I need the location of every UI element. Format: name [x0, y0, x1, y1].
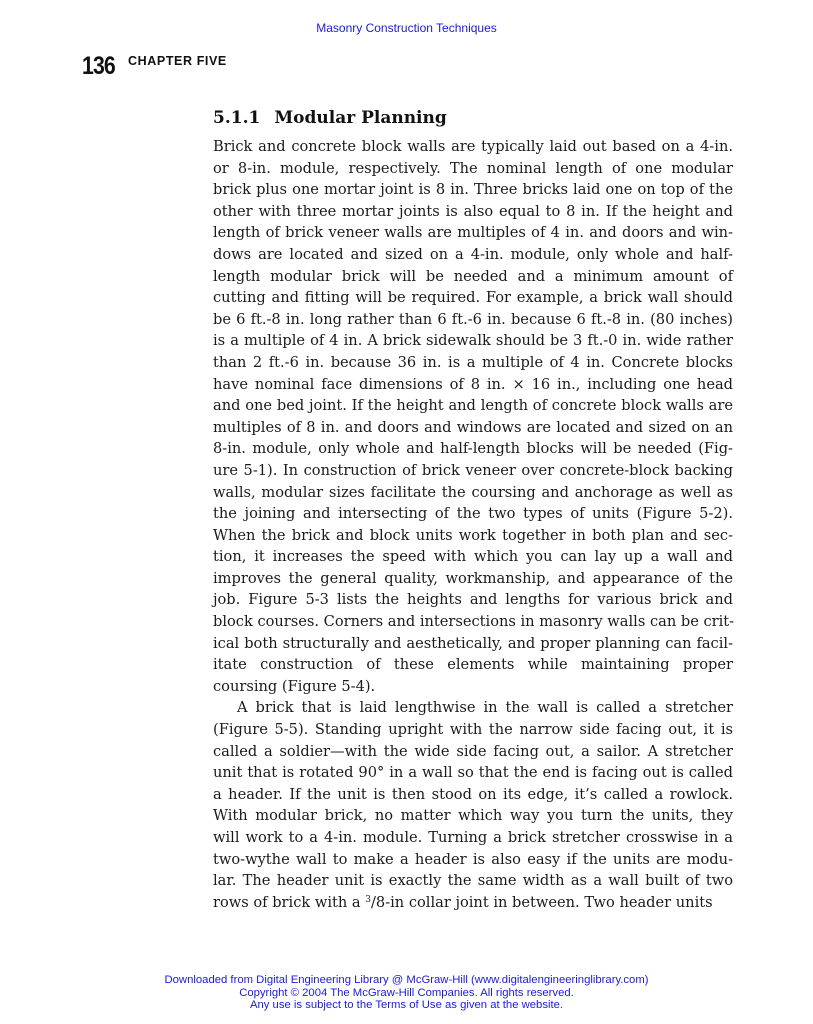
text-line: job. Figure 5-3 lists the heights and lengths for various brick and — [213, 591, 733, 609]
section-number: 5.1.1 — [213, 108, 261, 128]
text-line: than 2 ft.-6 in. because 36 in. is a multiple of 4 in. Concrete blocks — [213, 353, 733, 371]
text-line: two-wythe wall to make a header is also easy if the units are modu- — [213, 850, 733, 868]
chapter-title: CHAPTER FIVE — [128, 54, 227, 68]
text-line: and one bed joint. If the height and length of concrete block walls are — [213, 397, 733, 415]
text-line: 8-in. module, only whole and half-length blocks will be needed (Fig- — [213, 440, 733, 458]
text-line: A brick that is laid lengthwise in the wall is called a stretcher — [237, 699, 733, 717]
text-line: a header. If the unit is then stood on its edge, it’s called a rowlock. — [213, 785, 733, 803]
text-line: other with three mortar joints is also equal to 8 in. If the height and — [213, 202, 733, 220]
text-line: tion, it increases the speed with which you can lay up a wall and — [213, 548, 733, 566]
paragraph-1 — [213, 136, 733, 697]
footer-copyright: Copyright © 2004 The McGraw-Hill Companies. All rights reserved. — [239, 986, 574, 999]
text-line: be 6 ft.-8 in. long rather than 6 ft.-6 in. because 6 ft.-8 in. (80 inches) — [213, 310, 733, 328]
text-line: multiples of 8 in. and doors and windows are located and sized on an — [213, 418, 733, 436]
text-line: coursing (Figure 5-4). — [213, 677, 376, 695]
text-line: called a soldier—with the wide side facing out, a sailor. A stretcher — [213, 742, 733, 760]
text-line: dows are located and sized on a 4-in. module, only whole and half- — [213, 245, 733, 263]
section-heading — [213, 108, 447, 128]
text-line: block courses. Corners and intersections in masonry walls can be crit- — [213, 613, 735, 631]
text-line: With modular brick, no matter which way you turn the units, they — [213, 807, 733, 825]
text-line — [213, 892, 733, 914]
footer-download-link[interactable]: Downloaded from Digital Engineering Library @ McGraw-Hill (www.digitalengineeringlibrary.com) — [164, 974, 649, 986]
text-line: ical both structurally and aesthetically, and proper planning can facil- — [213, 634, 733, 652]
text-line: itate construction of these elements while maintaining proper — [213, 656, 733, 674]
text-line: length of brick veneer walls are multiples of 4 in. and doors and win- — [213, 224, 733, 242]
text-line: improves the general quality, workmanship, and appearance of the — [213, 569, 733, 587]
text-line: ure 5-1). In construction of brick veneer over concrete-block backing — [213, 461, 733, 479]
text-fragment: rows of brick with a — [213, 893, 366, 911]
text-line: will work to a 4-in. module. Turning a brick stretcher crosswise in a — [213, 829, 733, 846]
body-text — [213, 136, 733, 913]
text-line: Brick and concrete block walls are typically laid out based on a 4-in. — [213, 138, 733, 155]
text-fragment: /8-in collar joint in between. Two header units — [371, 893, 713, 911]
text-line: (Figure 5-5). Standing upright with the narrow side facing out, it is — [213, 721, 733, 739]
text-line: cutting and fitting will be required. For example, a brick wall should — [213, 289, 733, 307]
fraction-numerator: 3 — [365, 894, 371, 905]
text-line: or 8-in. module, respectively. The nominal length of one modular — [213, 159, 733, 177]
section-title: Modular Planning — [274, 108, 447, 128]
footer-terms-link[interactable]: Any use is subject to the Terms of Use as given at the website. — [249, 999, 564, 1011]
text-line: walls, modular sizes facilitate the coursing and anchorage as well as — [213, 483, 733, 501]
paragraph-2 — [213, 697, 733, 891]
page-number: 136 — [82, 52, 115, 80]
footer — [0, 974, 813, 1012]
book-title-link[interactable]: Masonry Construction Techniques — [316, 21, 497, 35]
text-line: When the brick and block units work together in both plan and sec- — [213, 526, 733, 544]
text-line: lar. The header unit is exactly the same width as a wall built of two — [213, 872, 733, 890]
text-line: have nominal face dimensions of 8 in. × 16 in., including one head — [213, 375, 733, 393]
text-line: length modular brick will be needed and a minimum amount of — [213, 267, 733, 285]
text-line: the joining and intersecting of the two types of units (Figure 5-2). — [213, 505, 733, 523]
text-line: unit that is rotated 90° in a wall so that the end is facing out is called — [213, 764, 733, 782]
text-line: is a multiple of 4 in. A brick sidewalk should be 3 ft.-0 in. wide rather — [213, 332, 733, 350]
text-line: brick plus one mortar joint is 8 in. Three bricks laid one on top of the — [213, 181, 733, 199]
